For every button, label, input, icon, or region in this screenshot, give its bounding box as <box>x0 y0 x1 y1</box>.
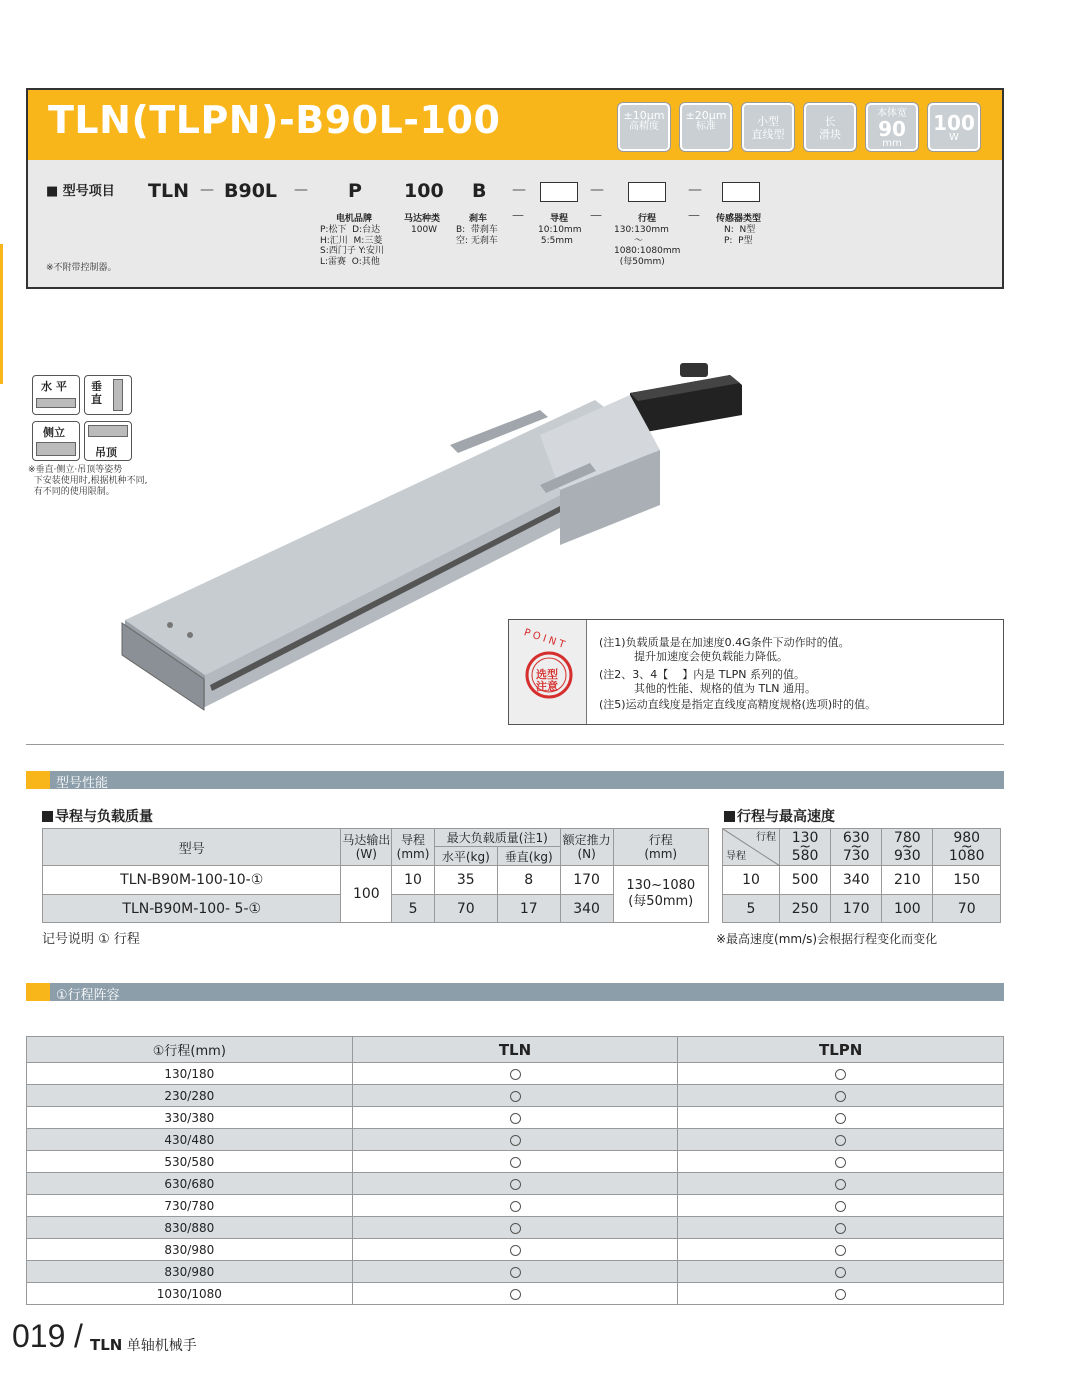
cell-speed: 340 <box>831 866 882 895</box>
orient-shape <box>36 442 76 456</box>
side-mount-icon <box>32 421 80 461</box>
cell-speed: 250 <box>780 895 831 923</box>
legend-note: 记号说明 ① 行程 <box>42 932 140 947</box>
icon-text: 高精度 <box>629 121 659 132</box>
cell-tln <box>352 1261 678 1283</box>
cell-lead: 10 <box>723 866 780 895</box>
icon-text: 长 <box>824 115 836 128</box>
cell-horizontal: 70 <box>434 895 497 923</box>
cell-tlpn <box>678 1151 1004 1173</box>
available-circle-icon <box>835 1135 846 1146</box>
table-row <box>27 1239 1004 1261</box>
th-stroke-range: 780 ~ 930 <box>882 829 933 866</box>
cell-speed: 150 <box>933 866 1001 895</box>
table-row <box>27 1085 1004 1107</box>
cell-model: TLN-B90M-100-10-① <box>43 866 341 895</box>
page-number: 019 <box>12 1318 66 1354</box>
brake-options: B: 带刹车 空: 无刹车 <box>456 225 498 246</box>
cell-tlpn <box>678 1173 1004 1195</box>
cell-tlpn <box>678 1129 1004 1151</box>
stroke-lineup-table <box>26 1036 1004 1305</box>
cell-tln <box>352 1151 678 1173</box>
available-circle-icon <box>510 1069 521 1080</box>
performance-table <box>42 828 709 923</box>
long-slider-icon <box>804 103 856 151</box>
point-note-line: (注2、3、4【 】内是 TLPN 系列的值。 <box>599 668 805 681</box>
table-row <box>27 1261 1004 1283</box>
cell-speed: 70 <box>933 895 1001 923</box>
cell-tlpn <box>678 1107 1004 1129</box>
code-dash: — <box>590 182 604 198</box>
cell-tlpn <box>678 1283 1004 1305</box>
available-circle-icon <box>835 1245 846 1256</box>
available-circle-icon <box>510 1091 521 1102</box>
power-icon <box>928 103 980 151</box>
orientation-note: ※垂直·侧立·吊顶等姿势 下安装使用时,根据机种不同, 有不同的使用限制。 <box>28 465 148 497</box>
code-dash: — <box>294 182 308 198</box>
available-circle-icon <box>835 1179 846 1190</box>
sensor-code-box <box>722 182 760 202</box>
section-bar-stroke-lineup <box>26 983 1004 1001</box>
cell-horizontal: 35 <box>434 866 497 895</box>
cell-tlpn <box>678 1063 1004 1085</box>
cell-tln <box>352 1239 678 1261</box>
th-lead: 导程 (mm) <box>392 829 435 866</box>
point-stamp-area <box>509 620 587 724</box>
cell-thrust: 340 <box>560 895 613 923</box>
cell-lead: 10 <box>392 866 435 895</box>
repeat-accuracy-20-icon <box>680 103 732 151</box>
th-horizontal: 水平(kg) <box>434 847 497 866</box>
footer-title-text: 单轴机械手 <box>122 1338 197 1354</box>
lead-heading: 导程 <box>550 214 569 224</box>
th-max-load: 最大负载质量(注1) <box>434 829 560 847</box>
cell-tlpn <box>678 1195 1004 1217</box>
cell-stroke: 330/380 <box>27 1107 353 1129</box>
speed-note: ※最高速度(mm/s)会根据行程变化而变化 <box>716 932 938 946</box>
th-model: 型号 <box>43 829 341 866</box>
code-dash: — <box>512 182 526 198</box>
section-title: 型号性能 <box>56 776 109 791</box>
th-thrust: 额定推力 (N) <box>560 829 613 866</box>
orient-label: 吊顶 <box>95 446 117 459</box>
section-bar-performance <box>26 771 1004 789</box>
th-tlpn: TLPN <box>678 1037 1004 1063</box>
cell-model: TLN-B90M-100- 5-① <box>43 895 341 923</box>
cell-tln <box>352 1173 678 1195</box>
cell-speed: 170 <box>831 895 882 923</box>
point-note-line: 其他的性能、规格的值为 TLN 通用。 <box>599 682 817 695</box>
cell-thrust: 170 <box>560 866 613 895</box>
section-accent <box>26 771 50 789</box>
point-note-line: (注1)负载质量是在加速度0.4G条件下动作时的值。 <box>599 636 850 649</box>
point-center-text: 选型 <box>536 668 558 681</box>
icon-text: 小型 <box>757 115 779 128</box>
table-row <box>27 1283 1004 1305</box>
th-stroke-range: 980 ~ 1080 <box>933 829 1001 866</box>
cell-speed: 100 <box>882 895 933 923</box>
available-circle-icon <box>835 1289 846 1300</box>
available-circle-icon <box>510 1113 521 1124</box>
available-circle-icon <box>835 1091 846 1102</box>
available-circle-icon <box>510 1157 521 1168</box>
cell-tln <box>352 1107 678 1129</box>
code-series: TLN <box>148 180 189 202</box>
cell-lead: 5 <box>723 895 780 923</box>
point-note-box <box>508 619 1004 725</box>
table-row <box>27 1173 1004 1195</box>
footer-title <box>90 1335 197 1355</box>
cell-vertical: 8 <box>497 866 560 895</box>
cell-stroke: 430/480 <box>27 1129 353 1151</box>
code-dash: — <box>688 182 702 198</box>
code-dash: — <box>512 208 524 222</box>
icon-text: 直线型 <box>751 128 785 141</box>
table-row <box>27 1195 1004 1217</box>
perf-subtitle-text: 导程与负载质量 <box>55 809 153 825</box>
cell-tln <box>352 1085 678 1107</box>
orient-label: 水 平 <box>41 380 67 393</box>
cell-tln <box>352 1195 678 1217</box>
point-center-text: 注意 <box>536 680 558 693</box>
stroke-options: 130:130mm ～ 1080:1080mm (每50mm) <box>614 225 681 267</box>
cell-speed: 500 <box>780 866 831 895</box>
available-circle-icon <box>510 1267 521 1278</box>
code-dash: — <box>590 208 602 222</box>
cell-stroke: 530/580 <box>27 1151 353 1173</box>
cell-tln <box>352 1283 678 1305</box>
code-motor-type: 100 <box>404 180 444 202</box>
cell-stroke: 1030/1080 <box>27 1283 353 1305</box>
th-stroke: 行程 (mm) <box>613 829 709 866</box>
table-row <box>43 866 709 895</box>
repeat-accuracy-10-icon <box>618 103 670 151</box>
available-circle-icon <box>510 1245 521 1256</box>
cell-stroke: 730/780 <box>27 1195 353 1217</box>
available-circle-icon <box>835 1267 846 1278</box>
perf-subtitle <box>42 806 153 826</box>
available-circle-icon <box>510 1223 521 1234</box>
footer-brand: TLN <box>90 1336 123 1354</box>
cell-speed: 210 <box>882 866 933 895</box>
th-lead-text: 导程 <box>726 851 746 862</box>
motor-type-options: 100W <box>411 225 438 235</box>
orient-shape <box>36 398 76 408</box>
table-row <box>723 895 1001 923</box>
code-model: B90L <box>224 180 278 202</box>
speed-table <box>722 828 1001 923</box>
model-items-label: ■ 型号项目 <box>46 184 115 199</box>
cell-stroke: 830/980 <box>27 1261 353 1283</box>
icon-text: 本体宽 <box>877 108 907 119</box>
cell-vertical: 17 <box>497 895 560 923</box>
lead-options: 10:10mm 5:5mm <box>538 225 582 246</box>
cell-tln <box>352 1217 678 1239</box>
lead-code-box <box>540 182 578 202</box>
table-row <box>27 1129 1004 1151</box>
icon-text: 标准 <box>696 121 716 132</box>
point-note-line: 提升加速度会使负载能力降低。 <box>599 650 788 663</box>
cell-tln <box>352 1129 678 1151</box>
available-circle-icon <box>835 1223 846 1234</box>
code-dash: — <box>200 182 214 198</box>
footer-slash: / <box>74 1318 83 1354</box>
table-row <box>27 1217 1004 1239</box>
motor-brand-options: P:松下 D:台达 H:汇川 M:三菱 S:西门子 Y:安川 L:雷赛 O:其他 <box>320 225 384 267</box>
brake-heading: 刹车 <box>469 214 488 224</box>
table-row <box>27 1063 1004 1085</box>
cell-lead: 5 <box>392 895 435 923</box>
title-bar <box>28 90 1002 160</box>
available-circle-icon <box>835 1113 846 1124</box>
th-stroke-lead <box>723 829 780 866</box>
icon-text: 90 <box>878 117 906 141</box>
cell-stroke: 230/280 <box>27 1085 353 1107</box>
available-circle-icon <box>835 1201 846 1212</box>
available-circle-icon <box>835 1069 846 1080</box>
sensor-heading: 传感器类型 <box>716 214 762 224</box>
th-stroke-text: 行程 <box>756 832 776 843</box>
th-motor-output: 马达输出 (W) <box>341 829 392 866</box>
sensor-options: N: N型 P: P型 <box>724 225 756 246</box>
cell-tlpn <box>678 1261 1004 1283</box>
available-circle-icon <box>510 1135 521 1146</box>
small-linear-icon <box>742 103 794 151</box>
available-circle-icon <box>510 1289 521 1300</box>
section-title: ①行程阵容 <box>56 988 120 1003</box>
motor-brand-heading: 电机品牌 <box>336 214 373 224</box>
cell-tlpn <box>678 1085 1004 1107</box>
table-row <box>27 1107 1004 1129</box>
square-bullet-icon <box>42 811 53 822</box>
cell-stroke: 830/980 <box>27 1239 353 1261</box>
section-accent <box>26 983 50 1001</box>
th-stroke-range: 130 ~ 580 <box>780 829 831 866</box>
available-circle-icon <box>510 1179 521 1190</box>
th-tln: TLN <box>352 1037 678 1063</box>
icon-text: mm <box>882 138 902 149</box>
stroke-heading: 行程 <box>638 214 657 224</box>
icon-text: ±20μm <box>685 109 727 122</box>
divider <box>26 744 1004 745</box>
cell-stroke: 630/680 <box>27 1173 353 1195</box>
point-ring-text: POINT <box>522 627 570 652</box>
cell-stroke: 130~1080 (每50mm) <box>613 866 709 923</box>
side-accent-bar <box>0 244 3 384</box>
code-dash: — <box>688 208 700 222</box>
cell-stroke: 830/880 <box>27 1217 353 1239</box>
orient-label: 垂 直 <box>91 380 102 406</box>
th-stroke: ①行程(mm) <box>27 1037 353 1063</box>
table-row <box>27 1151 1004 1173</box>
cell-stroke: 130/180 <box>27 1063 353 1085</box>
point-note-line: (注5)运动直线度是指定直线度高精度规格(选项)时的值。 <box>599 698 877 711</box>
available-circle-icon <box>510 1201 521 1212</box>
horizontal-mount-icon <box>32 375 80 415</box>
stroke-code-box <box>628 182 666 202</box>
th-stroke-range: 630 ~ 730 <box>831 829 882 866</box>
square-bullet-icon <box>724 811 735 822</box>
body-width-icon <box>866 103 918 151</box>
cell-tln <box>352 1063 678 1085</box>
no-controller-note: ※不附带控制器。 <box>46 263 117 273</box>
code-motor-brand: P <box>348 180 362 202</box>
model-header-box <box>26 88 1004 289</box>
th-vertical: 垂直(kg) <box>497 847 560 866</box>
orient-label: 侧立 <box>43 426 65 439</box>
motor-type-heading: 马达种类 <box>404 214 441 224</box>
cell-tlpn <box>678 1217 1004 1239</box>
page-title: TLN(TLPN)-B90L-100 <box>48 98 501 142</box>
speed-subtitle <box>724 806 835 826</box>
speed-subtitle-text: 行程与最高速度 <box>737 809 835 825</box>
cell-tlpn <box>678 1239 1004 1261</box>
cell-motor-output: 100 <box>341 866 392 923</box>
icon-text: W <box>949 132 959 143</box>
icon-text: 滑块 <box>819 128 841 141</box>
table-row <box>723 866 1001 895</box>
icon-text: ±10μm <box>623 109 665 122</box>
icon-text: 100 <box>933 111 975 135</box>
code-brake: B <box>472 180 487 202</box>
available-circle-icon <box>835 1157 846 1168</box>
